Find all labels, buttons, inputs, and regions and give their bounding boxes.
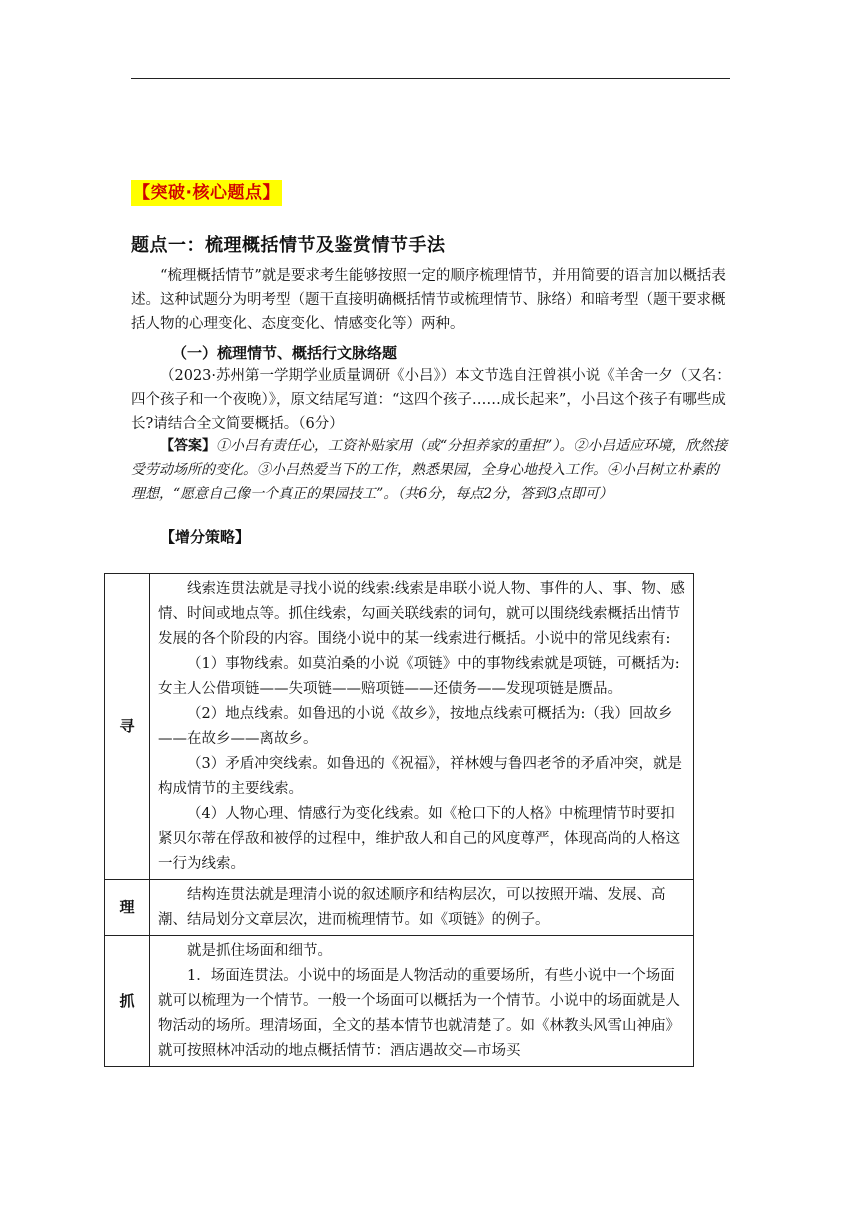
row-paragraph: 就是抓住场面和细节。 — [187, 943, 332, 959]
row-content — [150, 574, 694, 880]
answer-paragraph — [131, 434, 731, 506]
row-paragraph: （2）地点线索。如鲁迅的小说《故乡》，按地点线索可概括为:（我）回故乡——在故乡——离故乡。 — [158, 706, 673, 747]
question-paragraph: （2023·苏州第一学期学业质量调研《小吕》）本文节选自汪曾祺小说《羊舍一夕（又名：四个孩子和一个夜晚）》，原文结尾写道：“这四个孩子……成长起来”，小吕这个孩子有哪些成长?请结合全文简要概括。（6分） — [131, 368, 731, 432]
row-paragraph: （1）事物线索。如莫泊桑的小说《项链》中的事物线索就是项链，可概括为:女主人公借项链——失项链——赔项链——还债务——发现项链是赝品。 — [158, 656, 680, 697]
strategy-heading: 【增分策略】 — [160, 528, 251, 546]
row-paragraph: 线索连贯法就是寻找小说的线索:线索是串联小说人物、事件的人、事、物、感情、时间或地点等。抓住线索，勾画关联线索的词句，就可以围绕线索概括出情节发展的各个阶段的内容。围绕小说中的某一线索进行概括。小说中的常见线索有: — [158, 581, 685, 647]
row-paragraph: 结构连贯法就是理清小说的叙述顺序和结构层次，可以按照开端、发展、高潮、结局划分文章层次，进而梳理情节。如《项链》的例子。 — [158, 887, 666, 928]
table-row — [105, 574, 694, 880]
answer-text: ①小吕有责任心，工资补贴家用（或“分担养家的重担”）。②小吕适应环境，欣然接受劳动场所的变化。③小吕热爱当下的工作，熟悉果园，全身心地投入工作。④小吕树立朴素的理想，“愿意自己像一个真正的果园技工”。（共6分，每点2分，答到3点即可） — [131, 438, 728, 502]
row-key: 抓 — [105, 936, 150, 1067]
subheading-plot-outline: （一）梳理情节、概括行文脉络题 — [172, 344, 398, 362]
row-content — [150, 936, 694, 1067]
row-paragraph: （3）矛盾冲突线索。如鲁迅的《祝福》，祥林嫂与鲁四老爷的矛盾冲突，就是构成情节的主要线索。 — [158, 756, 682, 797]
row-content — [150, 880, 694, 936]
section-tag: 【突破·核心题点】 — [131, 180, 282, 206]
heading-topic-one: 题点一：梳理概括情节及鉴赏情节手法 — [131, 235, 446, 256]
header-rule — [131, 78, 730, 79]
row-key: 理 — [105, 880, 150, 936]
answer-label: 【答案】 — [160, 438, 216, 454]
strategy-table — [104, 573, 694, 1067]
row-key: 寻 — [105, 574, 150, 880]
table-row — [105, 880, 694, 936]
row-paragraph: 1．场面连贯法。小说中的场面是人物活动的重要场所，有些小说中一个场面就可以梳理为一个情节。一般一个场面可以概括为一个情节。小说中的场面就是人物活动的场所。理清场面，全文的基本情节也就清楚了。如《林教头风雪山神庙》就可按照林冲活动的地点概括情节：酒店遇故交—市场买 — [158, 968, 680, 1059]
row-paragraph: （4）人物心理、情感行为变化线索。如《枪口下的人格》中梳理情节时要扣紧贝尔蒂在俘敌和被俘的过程中，维护敌人和自己的风度尊严，体现高尚的人格这一行为线索。 — [158, 806, 680, 872]
table-row — [105, 936, 694, 1067]
intro-paragraph: “梳理概括情节”就是要求考生能够按照一定的顺序梳理情节，并用简要的语言加以概括表述。这种试题分为明考型（题干直接明确概括情节或梳理情节、脉络）和暗考型（题干要求概括人物的心理变化、态度变化、情感变化等）两种。 — [131, 268, 726, 332]
